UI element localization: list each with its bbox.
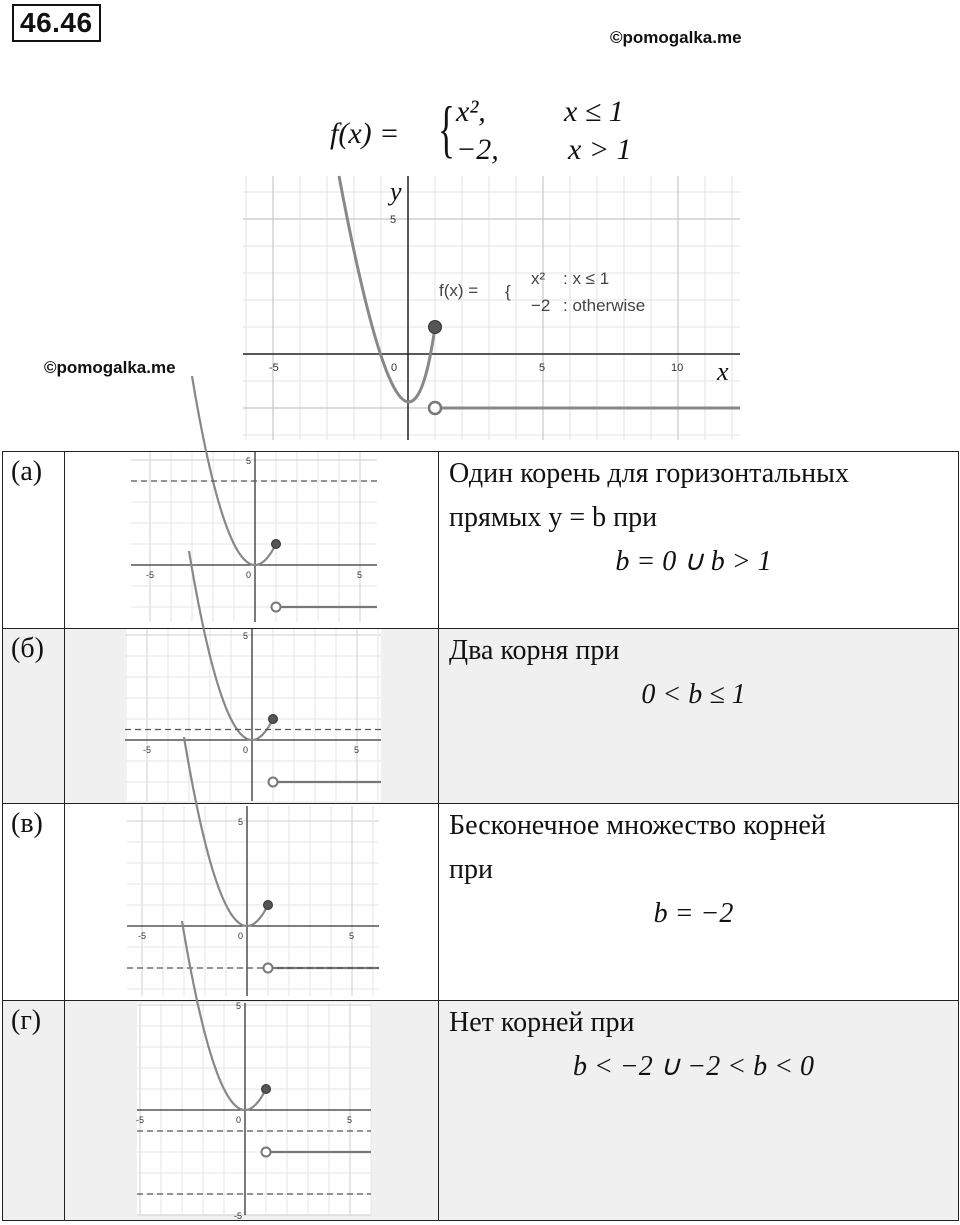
graph-cell [65, 804, 439, 1001]
thumbnail-graph [136, 1001, 371, 1221]
description-cell [439, 629, 959, 804]
row-label: (а) [3, 452, 65, 629]
open-endpoint [429, 402, 441, 414]
y-axis-label: y [390, 177, 402, 206]
tick-x-5: 5 [357, 570, 363, 580]
row-b [3, 629, 959, 804]
formula-row1-expression: x², [456, 95, 486, 128]
graph-cell [65, 1001, 439, 1221]
tick-x-5: 5 [354, 745, 360, 755]
closed-endpoint [272, 540, 281, 549]
cases-table [2, 451, 959, 1221]
open-endpoint [269, 778, 278, 787]
x-axis-label: x [717, 357, 729, 386]
graph-cell [65, 629, 439, 804]
tick-x-neg5: -5 [146, 570, 155, 580]
piece1-expression: x² [531, 269, 546, 288]
condition-math: b = 0 ∪ b > 1 [615, 546, 772, 577]
piecewise-formula [330, 95, 670, 175]
tick-y-5: 5 [390, 214, 397, 226]
tick-x-10: 10 [671, 362, 684, 374]
row-g [3, 1001, 959, 1221]
main-function-graph [243, 176, 740, 440]
tick-x-0: 0 [238, 931, 244, 941]
tick-x-neg5: -5 [143, 745, 152, 755]
description-cell [439, 452, 959, 629]
watermark-middle: ©pomogalka.me [44, 358, 176, 377]
tick-y-5: 5 [246, 456, 252, 466]
formula-row1-condition: x ≤ 1 [564, 95, 624, 128]
row-label: (б) [3, 629, 65, 804]
open-endpoint [262, 1148, 271, 1157]
row-v [3, 804, 959, 1001]
thumbnail-graph [125, 629, 381, 801]
description-line: Два корня при [449, 635, 620, 666]
closed-endpoint [262, 1085, 271, 1094]
description-cell [439, 804, 959, 1001]
row-label: (г) [3, 1001, 65, 1221]
piece-label: f(x) = [439, 281, 479, 300]
closed-endpoint [269, 715, 278, 724]
tick-x-0: 0 [243, 745, 249, 755]
formula-brace: { [438, 93, 455, 164]
condition-math: b < −2 ∪ −2 < b < 0 [573, 1051, 814, 1082]
formula-lhs: f(x) = [330, 117, 400, 150]
formula-row2-condition: x > 1 [568, 133, 632, 166]
description-line: Нет корней при [449, 1007, 635, 1038]
description-line: прямых y = b при [449, 502, 658, 533]
description-cell [439, 1001, 959, 1221]
row-label: (в) [3, 804, 65, 1001]
piece1-condition: : x ≤ 1 [563, 269, 610, 288]
tick-x-5: 5 [349, 931, 355, 941]
open-endpoint [264, 964, 273, 973]
tick-x-5: 5 [347, 1115, 353, 1125]
tick-y-5: 5 [238, 817, 244, 827]
closed-endpoint [264, 901, 273, 910]
tick-x-neg5: -5 [136, 1115, 145, 1125]
row-a [3, 452, 959, 629]
thumbnail-graph [131, 452, 377, 622]
tick-x-neg5: -5 [138, 931, 147, 941]
watermark-top: ©pomogalka.me [610, 28, 742, 47]
grid [243, 176, 740, 440]
piece2-expression: −2 [531, 296, 551, 315]
major-grid [243, 176, 740, 440]
description-line: Один корень для горизонтальных [449, 458, 849, 489]
condition-math: b = −2 [653, 898, 734, 929]
tick-x-0: 0 [246, 570, 252, 580]
problem-number: 46.46 [12, 4, 101, 42]
graph-cell [65, 452, 439, 629]
thumbnail-graph [127, 806, 379, 996]
tick-y-5: 5 [243, 631, 249, 641]
piece2-condition: : otherwise [563, 296, 646, 315]
tick-y-neg5: -5 [234, 1211, 243, 1221]
tick-x-5: 5 [539, 362, 546, 374]
tick-x-neg5: -5 [269, 362, 279, 374]
open-endpoint [272, 603, 281, 612]
formula-row2-expression: −2, [456, 133, 499, 166]
description-line: Бесконечное множество корней [449, 810, 826, 841]
parabola-curve [339, 176, 435, 402]
tick-x-0: 0 [236, 1115, 242, 1125]
closed-endpoint [429, 321, 442, 334]
piece-brace: { [505, 282, 511, 301]
description-line: при [449, 854, 493, 885]
tick-x-0: 0 [391, 362, 398, 374]
tick-y-5: 5 [236, 1001, 242, 1011]
condition-math: 0 < b ≤ 1 [641, 679, 746, 710]
